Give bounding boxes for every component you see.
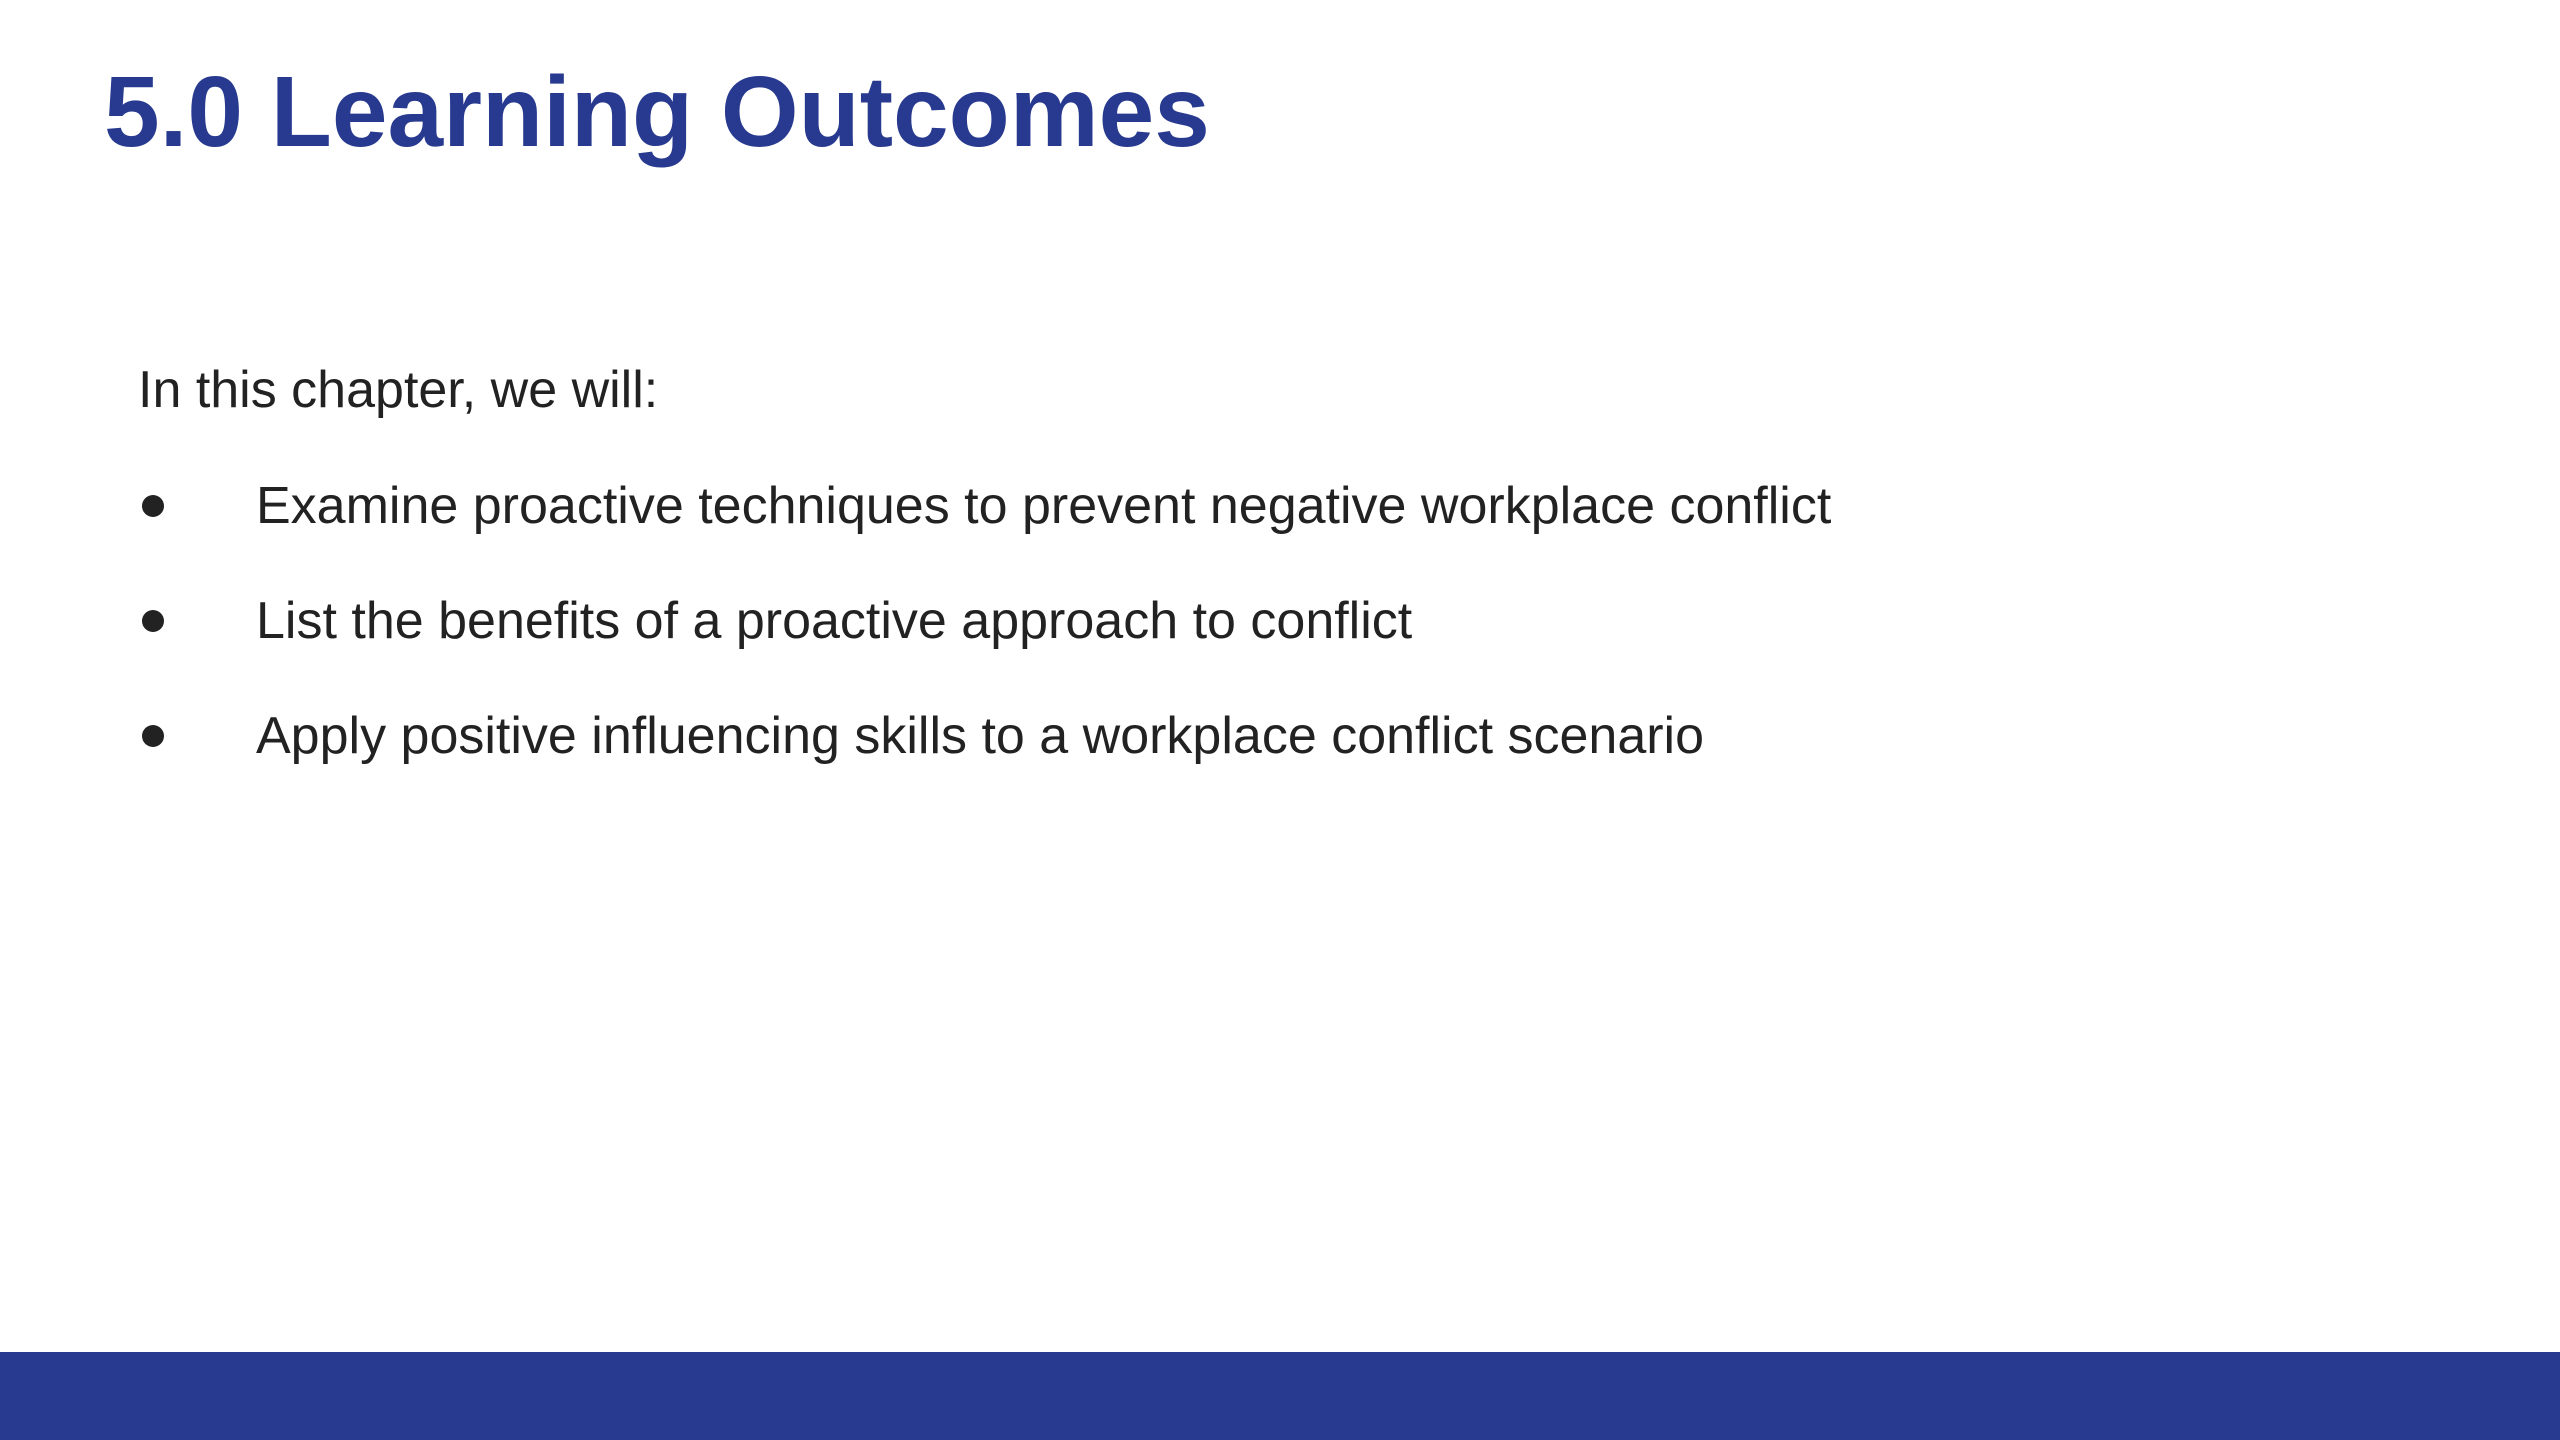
list-item [138,701,2338,771]
bullet-dot-icon [142,610,164,632]
list-item-text: Examine proactive techniques to prevent negative workplace conflict [256,477,1832,535]
slide-body [138,355,2338,816]
learning-outcomes-list [138,471,2338,771]
list-item-text: List the benefits of a proactive approach to conflict [256,592,1413,650]
list-item [138,586,2338,656]
list-item-text: Apply positive influencing skills to a workplace conflict scenario [256,707,1705,765]
bullet-dot-icon [142,495,164,517]
bullet-dot-icon [142,725,164,747]
intro-text: In this chapter, we will: [138,361,659,419]
list-item [138,471,2338,541]
footer-bar [0,1352,2560,1440]
page-title: 5.0 Learning Outcomes [104,56,1210,168]
